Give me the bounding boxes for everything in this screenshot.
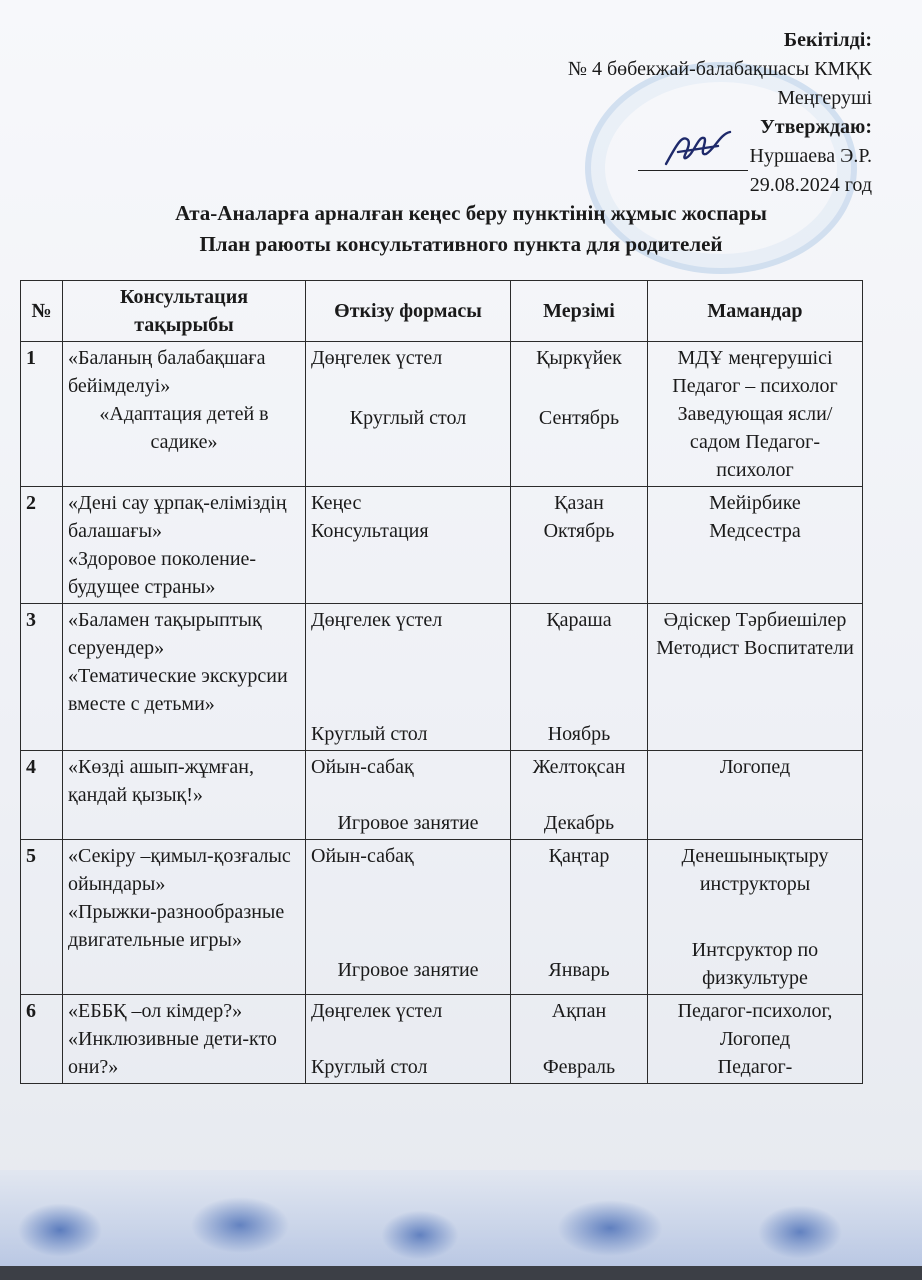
form-ru: Игровое занятие bbox=[337, 959, 479, 981]
row-specialists bbox=[648, 487, 863, 604]
spec-ru: Педагог- bbox=[717, 1056, 793, 1078]
row-term bbox=[511, 487, 648, 604]
topic-ru: «Прыжки-разнообразные двигательные игры» bbox=[68, 901, 285, 951]
table-row bbox=[21, 342, 863, 487]
row-topic bbox=[63, 342, 306, 487]
row-form bbox=[306, 487, 511, 604]
approval-date: 29.08.2024 год bbox=[749, 174, 872, 196]
term-ru: Октябрь bbox=[543, 520, 615, 542]
topic-kz: «Секіру –қимыл-қозғалыс ойындары» bbox=[68, 845, 291, 895]
plan-table bbox=[20, 280, 863, 1084]
form-ru: Круглый стол bbox=[311, 723, 428, 745]
topic-ru: «Адаптация детей в садике» bbox=[99, 403, 269, 453]
term-kz: Желтоқсан bbox=[532, 756, 626, 778]
form-ru: Круглый стол bbox=[349, 407, 467, 429]
table-row bbox=[21, 487, 863, 604]
row-num: 5 bbox=[21, 840, 63, 995]
header-topic: Консультация тақырыбы bbox=[63, 281, 306, 342]
row-term bbox=[511, 604, 648, 751]
form-ru: Игровое занятие bbox=[337, 812, 479, 834]
row-specialists bbox=[648, 995, 863, 1084]
term-ru: Февраль bbox=[542, 1056, 616, 1078]
spec-ru: Медсестра bbox=[709, 520, 801, 542]
row-topic bbox=[63, 604, 306, 751]
row-form bbox=[306, 840, 511, 995]
header-term: Мерзімі bbox=[511, 281, 648, 342]
term-ru: Ноябрь bbox=[547, 723, 611, 745]
term-kz: Қараша bbox=[546, 609, 612, 631]
spec-ru: Методист Воспитатели bbox=[656, 637, 854, 659]
row-form bbox=[306, 995, 511, 1084]
form-kz: Дөңгелек үстел bbox=[311, 347, 443, 369]
signature-row bbox=[568, 142, 872, 171]
organization-name: № 4 бөбекжай-балабақшасы КМҚК bbox=[567, 58, 872, 80]
table-row bbox=[21, 995, 863, 1084]
form-ru: Круглый стол bbox=[311, 1056, 428, 1078]
spec-kz: Логопед bbox=[719, 756, 791, 778]
header-form: Өткізу формасы bbox=[306, 281, 511, 342]
row-form bbox=[306, 342, 511, 487]
row-specialists bbox=[648, 604, 863, 751]
blue-floral-ornament bbox=[0, 1170, 922, 1280]
head-name: Нуршаева Э.Р. bbox=[749, 145, 872, 167]
row-term bbox=[511, 840, 648, 995]
table-row bbox=[21, 840, 863, 995]
row-term bbox=[511, 995, 648, 1084]
spec-ru: Заведующая ясли/садом Педагог-психолог bbox=[677, 403, 833, 481]
term-ru: Январь bbox=[548, 959, 610, 981]
form-ru: Консультация bbox=[311, 520, 429, 542]
header-specialists: Мамандар bbox=[648, 281, 863, 342]
head-title-kz: Меңгеруші bbox=[777, 87, 872, 109]
approval-block bbox=[568, 26, 872, 200]
term-ru: Декабрь bbox=[543, 812, 615, 834]
topic-ru: «Тематические экскурсии вместе с детьми» bbox=[68, 665, 288, 715]
approved-ru-label: Утверждаю: bbox=[760, 116, 872, 138]
row-num: 3 bbox=[21, 604, 63, 751]
row-topic bbox=[63, 840, 306, 995]
spec-kz: Педагог-психолог, Логопед bbox=[677, 1000, 833, 1050]
form-kz: Дөңгелек үстел bbox=[311, 609, 443, 631]
row-form bbox=[306, 751, 511, 840]
row-topic bbox=[63, 995, 306, 1084]
table-row bbox=[21, 751, 863, 840]
topic-kz: «Дені сау ұрпақ-еліміздің балашағы» bbox=[68, 492, 287, 542]
approved-kz-label: Бекітілді: bbox=[783, 29, 872, 51]
term-kz: Қыркүйек bbox=[536, 347, 622, 369]
row-topic bbox=[63, 751, 306, 840]
row-specialists bbox=[648, 840, 863, 995]
spec-ru: Интсруктор по физкультуре bbox=[691, 939, 819, 989]
term-ru: Сентябрь bbox=[538, 407, 620, 429]
row-specialists bbox=[648, 342, 863, 487]
row-form bbox=[306, 604, 511, 751]
topic-kz: «ЕББҚ –ол кімдер?» bbox=[68, 1000, 243, 1022]
title-kz: Ата-Аналарға арналған кеңес беру пунктінің жұмыс жоспары bbox=[175, 201, 767, 225]
row-num: 2 bbox=[21, 487, 63, 604]
topic-ru: «Инклюзивные дети-кто они?» bbox=[68, 1028, 277, 1078]
topic-kz: «Көзді ашып-жұмған, қандай қызық!» bbox=[68, 756, 254, 806]
topic-ru: «Здоровое поколение- будущее страны» bbox=[68, 548, 257, 598]
row-specialists bbox=[648, 751, 863, 840]
form-kz: Ойын-сабақ bbox=[311, 845, 414, 867]
topic-kz: «Баламен тақырыптық серуендер» bbox=[68, 609, 262, 659]
term-kz: Ақпан bbox=[551, 1000, 607, 1022]
signature-icon bbox=[658, 126, 738, 170]
term-kz: Қазан bbox=[554, 492, 604, 514]
title-ru: План раюоты консультативного пункта для родителей bbox=[199, 232, 723, 256]
spec-kz: Денешынықтыру инструкторы bbox=[681, 845, 829, 895]
row-topic bbox=[63, 487, 306, 604]
header-num: № bbox=[21, 281, 63, 342]
form-kz: Кеңес bbox=[311, 492, 362, 514]
row-num: 1 bbox=[21, 342, 63, 487]
term-kz: Қаңтар bbox=[548, 845, 610, 867]
row-num: 6 bbox=[21, 995, 63, 1084]
table-row bbox=[21, 604, 863, 751]
form-kz: Дөңгелек үстел bbox=[311, 1000, 443, 1022]
spec-kz: Мейірбике bbox=[709, 492, 801, 514]
topic-kz: «Баланың балабақшаға бейімделуі» bbox=[68, 347, 266, 397]
form-kz: Ойын-сабақ bbox=[311, 756, 414, 778]
table-header-row bbox=[21, 281, 863, 342]
signature-line bbox=[638, 148, 748, 171]
document-titles bbox=[0, 198, 922, 260]
row-term bbox=[511, 342, 648, 487]
spec-kz: МДҰ меңгерушісі Педагог – психолог bbox=[672, 347, 838, 397]
spec-kz: Әдіскер Тәрбиешілер bbox=[663, 609, 847, 631]
screen-bottom-bar bbox=[0, 1266, 922, 1280]
row-num: 4 bbox=[21, 751, 63, 840]
row-term bbox=[511, 751, 648, 840]
